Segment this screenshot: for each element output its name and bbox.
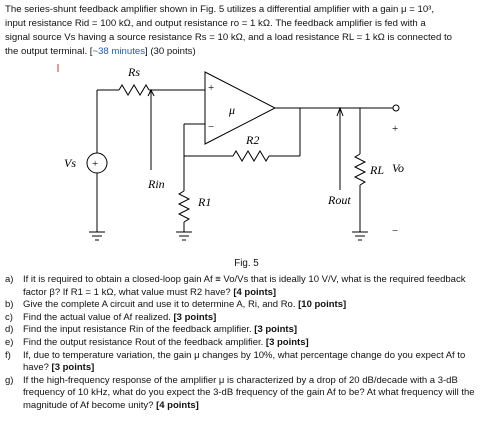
question-item bbox=[5, 324, 487, 337]
question-letter: e) bbox=[5, 336, 14, 348]
resistor-rs-icon bbox=[119, 85, 149, 95]
resistor-rl-icon bbox=[355, 154, 365, 185]
figure-caption: Fig. 5 bbox=[234, 258, 259, 269]
label-rs: Rs bbox=[128, 65, 140, 79]
label-vs: Vs bbox=[64, 156, 76, 170]
question-item bbox=[5, 312, 487, 325]
question-points: [3 points] bbox=[254, 324, 298, 336]
question-text: Find the input resistance Rin of the feedback amplifier. bbox=[23, 324, 255, 336]
question-letter: d) bbox=[5, 324, 14, 336]
opamp-minus-sign: − bbox=[208, 121, 215, 133]
output-terminal-icon bbox=[393, 105, 399, 111]
intro-line-4-start: the output terminal. [ bbox=[5, 46, 93, 57]
opamp-plus-sign: + bbox=[208, 82, 215, 94]
question-item bbox=[5, 274, 487, 299]
intro-line-3: signal source Vs having a source resistance Rs = 10 kΩ, and a load resistance RL = 1 kΩ is connected to bbox=[5, 32, 453, 43]
question-letter: g) bbox=[5, 374, 14, 386]
intro-line-4 bbox=[5, 45, 489, 59]
source-plus-sign: + bbox=[92, 158, 99, 170]
resistor-r1-icon bbox=[179, 191, 189, 222]
label-r2: R2 bbox=[246, 133, 260, 147]
question-letter: a) bbox=[5, 274, 14, 285]
question-letter: b) bbox=[5, 299, 14, 311]
time-estimate: ~38 minutes bbox=[92, 46, 146, 57]
resistor-r2-icon bbox=[233, 151, 269, 161]
question-letter: f) bbox=[5, 349, 11, 361]
label-rin: Rin bbox=[148, 177, 165, 191]
question-points: [3 points] bbox=[51, 362, 95, 374]
intro-line-1: The series-shunt feedback amplifier shown in Fig. 5 utilizes a differential amplifier with a gain μ = 10³, bbox=[5, 4, 435, 15]
question-text: Find the actual value of Af realized. bbox=[23, 311, 174, 323]
question-points: [10 points] bbox=[298, 299, 347, 311]
ground-icon-r1 bbox=[176, 232, 192, 240]
label-mu: μ bbox=[229, 103, 236, 117]
question-text: If the high-frequency response of the amplifier μ is characterized by a drop of 20 dB/decade with a 3-dB frequency of 10 kHz, what do you expect the 3-dB frequency of the gain Af to be? At what frequency will the magnitude of Af become unity? bbox=[23, 374, 475, 411]
output-minus-sign: − bbox=[392, 225, 399, 237]
question-letter: c) bbox=[5, 311, 13, 323]
question-item bbox=[5, 337, 487, 350]
label-rout: Rout bbox=[328, 193, 351, 207]
question-text: Find the output resistance Rout of the feedback amplifier. bbox=[23, 336, 266, 348]
question-list bbox=[5, 274, 487, 413]
question-text: Give the complete A circuit and use it to determine A, Ri, and Ro. bbox=[23, 299, 299, 311]
question-text: If it is required to obtain a closed-loop gain Af ≡ Vo/Vs that is ideally 10 V/V, what is the required feedback factor β? If R1 = 1 kΩ, what value must R2 have? bbox=[23, 274, 466, 298]
label-rl: RL bbox=[370, 163, 385, 177]
question-item bbox=[5, 350, 487, 375]
label-vo: Vo bbox=[392, 161, 404, 175]
amplifier-triangle-icon bbox=[205, 72, 275, 144]
circuit-diagram bbox=[0, 60, 493, 270]
question-item bbox=[5, 299, 487, 312]
question-points: [3 points] bbox=[265, 336, 309, 348]
question-text: If, due to temperature variation, the gain μ changes by 10%, what percentage change do you expect Af to have? bbox=[23, 349, 466, 374]
intro-line-2: input resistance Rid = 100 kΩ, and output resistance ro = 1 kΩ. The feedback amplifier is fed with a bbox=[5, 18, 426, 29]
label-r1: R1 bbox=[198, 195, 212, 209]
ground-icon-source bbox=[89, 232, 105, 240]
question-item bbox=[5, 375, 487, 413]
problem-statement bbox=[5, 3, 489, 59]
intro-line-4-end: ] (30 points) bbox=[145, 46, 196, 57]
ground-icon-load bbox=[352, 232, 368, 240]
question-points: [4 points] bbox=[156, 399, 199, 411]
output-plus-sign: + bbox=[392, 123, 399, 135]
question-points: [3 points] bbox=[173, 311, 217, 323]
question-points: [4 points] bbox=[233, 286, 277, 298]
